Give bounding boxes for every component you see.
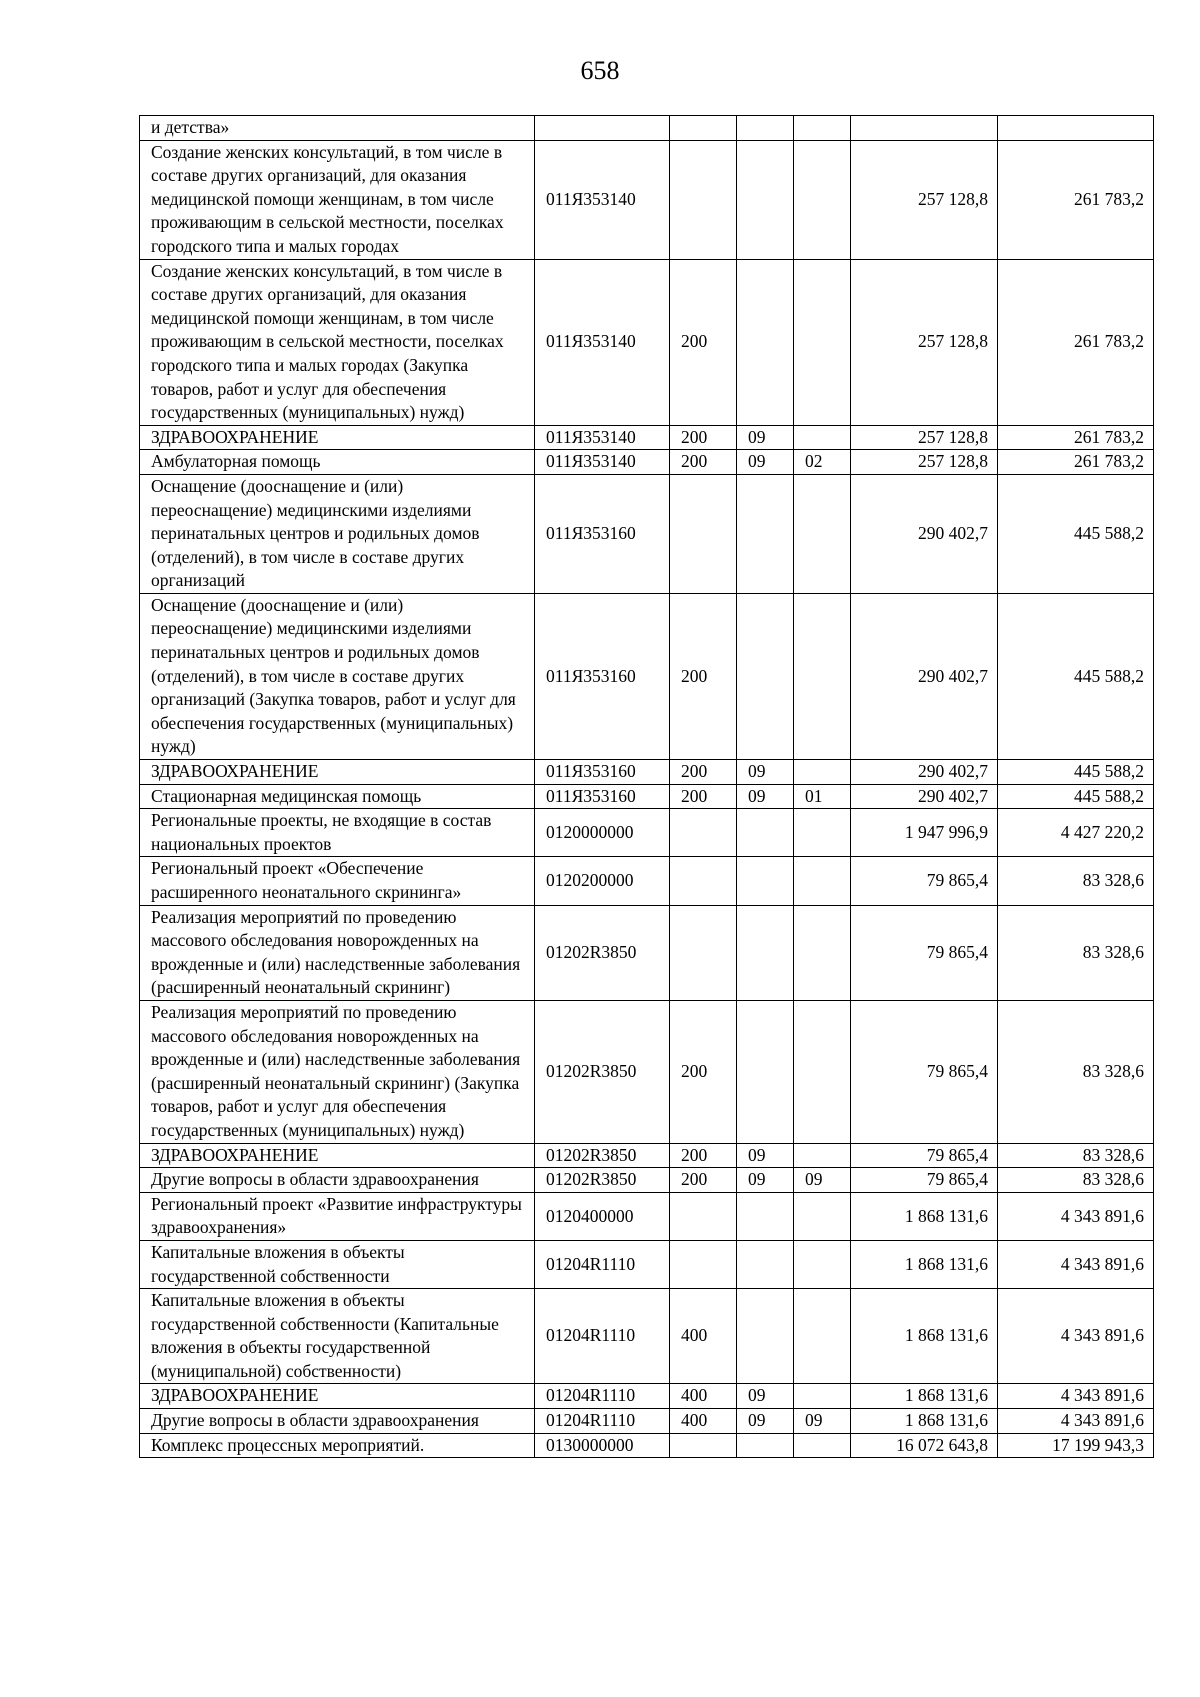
row-sum-2026-cell: 261 783,2 <box>998 140 1154 259</box>
row-csr-cell: 0120000000 <box>535 809 670 857</box>
table-row <box>140 593 1154 759</box>
row-csr-cell: 01202R3850 <box>535 1168 670 1193</box>
row-sum-2026-cell: 445 588,2 <box>998 593 1154 759</box>
row-name-cell: Другие вопросы в области здравоохранения <box>140 1409 535 1434</box>
row-pr-cell <box>794 259 851 425</box>
row-rz-cell <box>737 140 794 259</box>
row-rz-cell: 09 <box>737 450 794 475</box>
row-vr-cell <box>670 1433 737 1458</box>
table-row <box>140 760 1154 785</box>
row-csr-cell <box>535 116 670 141</box>
row-sum-2025-cell: 257 128,8 <box>851 259 998 425</box>
row-sum-2025-cell: 1 868 131,6 <box>851 1384 998 1409</box>
row-name-cell: Амбулаторная помощь <box>140 450 535 475</box>
row-sum-2025-cell: 79 865,4 <box>851 1143 998 1168</box>
row-csr-cell: 011Я353160 <box>535 474 670 593</box>
row-sum-2026-cell: 83 328,6 <box>998 1000 1154 1143</box>
row-pr-cell <box>794 593 851 759</box>
row-sum-2026-cell: 445 588,2 <box>998 474 1154 593</box>
row-sum-2025-cell: 1 868 131,6 <box>851 1289 998 1384</box>
row-sum-2026-cell: 445 588,2 <box>998 784 1154 809</box>
row-name-cell: ЗДРАВООХРАНЕНИЕ <box>140 760 535 785</box>
row-sum-2026-cell: 261 783,2 <box>998 425 1154 450</box>
row-vr-cell <box>670 140 737 259</box>
row-rz-cell: 09 <box>737 1409 794 1434</box>
row-csr-cell: 0120200000 <box>535 857 670 905</box>
row-name-cell: Создание женских консультаций, в том числе в составе других организаций, для оказания медицинской помощи женщинам, в том числе проживающим в сельской местности, поселках городского типа и малых городах <box>140 140 535 259</box>
row-rz-cell: 09 <box>737 425 794 450</box>
row-rz-cell <box>737 593 794 759</box>
row-csr-cell: 011Я353140 <box>535 140 670 259</box>
row-name-cell: Региональный проект «Развитие инфраструктуры здравоохранения» <box>140 1192 535 1240</box>
table-row <box>140 784 1154 809</box>
row-sum-2025-cell: 257 128,8 <box>851 425 998 450</box>
table-row <box>140 1192 1154 1240</box>
row-sum-2026-cell <box>998 116 1154 141</box>
row-csr-cell: 01204R1110 <box>535 1384 670 1409</box>
row-vr-cell <box>670 857 737 905</box>
row-name-cell: Реализация мероприятий по проведению массового обследования новорожденных на врожденные и (или) наследственные заболевания (расширенный неонатальный скрининг) <box>140 905 535 1000</box>
row-sum-2025-cell: 290 402,7 <box>851 474 998 593</box>
row-vr-cell <box>670 1240 737 1288</box>
row-sum-2026-cell: 83 328,6 <box>998 857 1154 905</box>
table-row <box>140 1384 1154 1409</box>
row-vr-cell: 200 <box>670 259 737 425</box>
table-row <box>140 259 1154 425</box>
row-rz-cell: 09 <box>737 784 794 809</box>
row-pr-cell: 09 <box>794 1168 851 1193</box>
row-sum-2025-cell: 1 868 131,6 <box>851 1409 998 1434</box>
table-row <box>140 1000 1154 1143</box>
row-sum-2026-cell: 4 343 891,6 <box>998 1409 1154 1434</box>
row-sum-2026-cell: 83 328,6 <box>998 905 1154 1000</box>
row-vr-cell: 200 <box>670 425 737 450</box>
row-pr-cell: 09 <box>794 1409 851 1434</box>
row-vr-cell <box>670 905 737 1000</box>
row-csr-cell: 011Я353140 <box>535 259 670 425</box>
row-vr-cell: 200 <box>670 593 737 759</box>
table-row <box>140 450 1154 475</box>
row-pr-cell <box>794 1240 851 1288</box>
row-pr-cell <box>794 1192 851 1240</box>
row-vr-cell: 400 <box>670 1289 737 1384</box>
row-pr-cell: 01 <box>794 784 851 809</box>
row-rz-cell <box>737 1000 794 1143</box>
row-pr-cell <box>794 905 851 1000</box>
row-pr-cell <box>794 809 851 857</box>
row-sum-2026-cell: 261 783,2 <box>998 450 1154 475</box>
table-row <box>140 1409 1154 1434</box>
table-row <box>140 116 1154 141</box>
row-sum-2025-cell: 257 128,8 <box>851 450 998 475</box>
row-csr-cell: 011Я353160 <box>535 593 670 759</box>
table-row <box>140 140 1154 259</box>
row-name-cell: Региональные проекты, не входящие в состав национальных проектов <box>140 809 535 857</box>
row-csr-cell: 0130000000 <box>535 1433 670 1458</box>
row-rz-cell <box>737 1433 794 1458</box>
row-sum-2025-cell: 1 947 996,9 <box>851 809 998 857</box>
row-name-cell: Капитальные вложения в объекты государственной собственности <box>140 1240 535 1288</box>
row-rz-cell <box>737 1240 794 1288</box>
row-sum-2025-cell: 257 128,8 <box>851 140 998 259</box>
row-rz-cell <box>737 259 794 425</box>
row-vr-cell: 400 <box>670 1384 737 1409</box>
row-name-cell: Реализация мероприятий по проведению массового обследования новорожденных на врожденные и (или) наследственные заболевания (расширенный неонатальный скрининг) (Закупка товаров, работ и услуг для обеспечения государственных (муниципальных) нужд) <box>140 1000 535 1143</box>
row-csr-cell: 01204R1110 <box>535 1289 670 1384</box>
row-csr-cell: 0120400000 <box>535 1192 670 1240</box>
row-rz-cell <box>737 857 794 905</box>
table-row <box>140 809 1154 857</box>
row-sum-2025-cell: 290 402,7 <box>851 784 998 809</box>
row-name-cell: Стационарная медицинская помощь <box>140 784 535 809</box>
row-sum-2025-cell: 79 865,4 <box>851 1168 998 1193</box>
row-rz-cell <box>737 809 794 857</box>
row-pr-cell <box>794 140 851 259</box>
row-sum-2025-cell: 290 402,7 <box>851 760 998 785</box>
row-pr-cell <box>794 1433 851 1458</box>
row-rz-cell: 09 <box>737 1384 794 1409</box>
row-name-cell: ЗДРАВООХРАНЕНИЕ <box>140 1143 535 1168</box>
row-csr-cell: 01204R1110 <box>535 1240 670 1288</box>
row-csr-cell: 011Я353140 <box>535 450 670 475</box>
table-row <box>140 905 1154 1000</box>
row-name-cell: Создание женских консультаций, в том числе в составе других организаций, для оказания медицинской помощи женщинам, в том числе проживающим в сельской местности, поселках городского типа и малых городах (Закупка товаров, работ и услуг для обеспечения государственных (муниципальных) нужд) <box>140 259 535 425</box>
row-sum-2026-cell: 4 343 891,6 <box>998 1384 1154 1409</box>
row-rz-cell <box>737 1192 794 1240</box>
row-vr-cell: 200 <box>670 1000 737 1143</box>
row-sum-2025-cell: 290 402,7 <box>851 593 998 759</box>
row-rz-cell: 09 <box>737 1168 794 1193</box>
table-row <box>140 1168 1154 1193</box>
row-name-cell: Оснащение (дооснащение и (или) переоснащение) медицинскими изделиями перинатальных центров и родильных домов (отделений), в том числе в составе других организаций (Закупка товаров, работ и услуг для обеспечения государственных (муниципальных) нужд) <box>140 593 535 759</box>
row-sum-2026-cell: 261 783,2 <box>998 259 1154 425</box>
table-row <box>140 425 1154 450</box>
row-name-cell: и детства» <box>140 116 535 141</box>
row-vr-cell: 200 <box>670 1143 737 1168</box>
row-pr-cell <box>794 1384 851 1409</box>
row-name-cell: Региональный проект «Обеспечение расширенного неонатального скрининга» <box>140 857 535 905</box>
row-vr-cell: 200 <box>670 1168 737 1193</box>
row-pr-cell <box>794 425 851 450</box>
budget-table <box>139 115 1154 1458</box>
row-rz-cell: 09 <box>737 760 794 785</box>
row-sum-2026-cell: 4 427 220,2 <box>998 809 1154 857</box>
row-pr-cell: 02 <box>794 450 851 475</box>
row-name-cell: Другие вопросы в области здравоохранения <box>140 1168 535 1193</box>
row-pr-cell <box>794 1143 851 1168</box>
table-body <box>140 116 1154 1458</box>
row-sum-2026-cell: 17 199 943,3 <box>998 1433 1154 1458</box>
row-pr-cell <box>794 1289 851 1384</box>
table-row <box>140 1433 1154 1458</box>
row-sum-2026-cell: 83 328,6 <box>998 1143 1154 1168</box>
row-sum-2025-cell <box>851 116 998 141</box>
row-sum-2026-cell: 4 343 891,6 <box>998 1289 1154 1384</box>
row-csr-cell: 01204R1110 <box>535 1409 670 1434</box>
row-csr-cell: 01202R3850 <box>535 1000 670 1143</box>
row-rz-cell <box>737 474 794 593</box>
row-pr-cell <box>794 116 851 141</box>
row-vr-cell <box>670 1192 737 1240</box>
row-sum-2026-cell: 83 328,6 <box>998 1168 1154 1193</box>
table-row <box>140 857 1154 905</box>
row-sum-2025-cell: 16 072 643,8 <box>851 1433 998 1458</box>
table-row <box>140 474 1154 593</box>
row-name-cell: Оснащение (дооснащение и (или) переоснащение) медицинскими изделиями перинатальных центров и родильных домов (отделений), в том числе в составе других организаций <box>140 474 535 593</box>
row-sum-2025-cell: 1 868 131,6 <box>851 1240 998 1288</box>
page-number: 658 <box>580 56 620 85</box>
row-rz-cell <box>737 116 794 141</box>
row-vr-cell: 200 <box>670 760 737 785</box>
row-vr-cell <box>670 809 737 857</box>
row-vr-cell: 200 <box>670 450 737 475</box>
row-name-cell: Комплекс процессных мероприятий. <box>140 1433 535 1458</box>
row-sum-2025-cell: 79 865,4 <box>851 1000 998 1143</box>
row-vr-cell: 400 <box>670 1409 737 1434</box>
table-row <box>140 1240 1154 1288</box>
row-pr-cell <box>794 857 851 905</box>
row-sum-2025-cell: 79 865,4 <box>851 857 998 905</box>
row-pr-cell <box>794 474 851 593</box>
row-vr-cell <box>670 474 737 593</box>
row-rz-cell <box>737 905 794 1000</box>
row-rz-cell: 09 <box>737 1143 794 1168</box>
row-csr-cell: 011Я353160 <box>535 784 670 809</box>
row-csr-cell: 011Я353140 <box>535 425 670 450</box>
row-csr-cell: 01202R3850 <box>535 905 670 1000</box>
table-row <box>140 1289 1154 1384</box>
row-csr-cell: 011Я353160 <box>535 760 670 785</box>
row-sum-2025-cell: 1 868 131,6 <box>851 1192 998 1240</box>
row-sum-2025-cell: 79 865,4 <box>851 905 998 1000</box>
row-name-cell: ЗДРАВООХРАНЕНИЕ <box>140 1384 535 1409</box>
table-row <box>140 1143 1154 1168</box>
row-name-cell: ЗДРАВООХРАНЕНИЕ <box>140 425 535 450</box>
row-pr-cell <box>794 1000 851 1143</box>
row-csr-cell: 01202R3850 <box>535 1143 670 1168</box>
row-name-cell: Капитальные вложения в объекты государственной собственности (Капитальные вложения в объекты государственной (муниципальной) собственности) <box>140 1289 535 1384</box>
row-rz-cell <box>737 1289 794 1384</box>
row-sum-2026-cell: 4 343 891,6 <box>998 1240 1154 1288</box>
row-vr-cell: 200 <box>670 784 737 809</box>
row-sum-2026-cell: 4 343 891,6 <box>998 1192 1154 1240</box>
row-vr-cell <box>670 116 737 141</box>
row-sum-2026-cell: 445 588,2 <box>998 760 1154 785</box>
row-pr-cell <box>794 760 851 785</box>
